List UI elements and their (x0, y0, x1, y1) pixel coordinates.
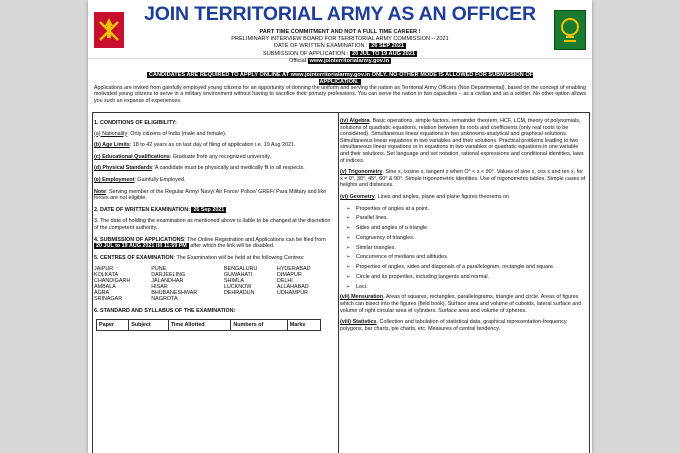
geometry-list-item: ➢ Loci. (340, 284, 586, 291)
centre-cell (277, 296, 330, 302)
centre-cell: CHANDIGARH (94, 278, 131, 285)
section-2 (94, 207, 334, 214)
centre-cell: HISAR (151, 284, 168, 291)
section-4-dates: 20 JUL to 19 AUG 2021 till 11:59 PM (96, 243, 187, 250)
syllabus-header-row (97, 319, 321, 330)
section-5-text: : The Examination will be held at the following Centres: (173, 254, 305, 261)
geometry-list (340, 206, 586, 291)
physical-label: (d) Physical Standards (94, 165, 153, 172)
website-link[interactable]: www.jointerritorialarmy.gov.in (309, 57, 390, 64)
tagline: PART TIME COMMITMENT AND NOT A FULL TIME CAREER ! (259, 29, 421, 35)
page-title: JOIN TERRITORIAL ARMY AS AN OFFICER (144, 3, 536, 25)
syllabus-header-cell: Marks (287, 319, 320, 330)
algebra-item (340, 118, 586, 164)
physical-text: : A candidate must be physically and medically fit in all respects. (152, 165, 305, 172)
centre-cell: SHIMLA (223, 278, 244, 285)
centre-cell: DELHI (276, 278, 293, 285)
syllabus-header-cell: Time Allotted (168, 319, 231, 330)
section-5-title: 5. CENTRES OF EXAMINATION (94, 254, 174, 261)
section-3: 3. The date of holding the examination as mentioned above is liable to be changed at the discretion of the competent authority. (94, 218, 331, 231)
centre-cell: GUWAHATI (223, 272, 253, 279)
geometry-text: . Lines and angles, plane and plane figures theorems on (374, 193, 510, 200)
centre-cell: ALLAHABAD (276, 284, 309, 291)
trigonometry-text: . Sine x, cosine x, tangent x when O° < x < 90°. Values of sine x, cos x and ten x, for x = 0°, 30°, 45°, 60° & 90°. Simple trigonometric identities. Use of trigonometric tables. Simple cases of heights and distances. (340, 169, 586, 189)
section-2-title: 2. DATE OF WRITTEN EXAMINATION: (94, 206, 190, 213)
geometry-list-item: ➢ Similar triangles. (340, 245, 586, 252)
age-label: (b) Age Limits (94, 142, 130, 149)
left-column (94, 118, 334, 331)
nationality-text: : Only citizens of India (male and female). (127, 130, 227, 137)
exam-date-value: 26 SEP 2021 (371, 43, 405, 50)
mensuration-text: . Areas of squares, rectangles, parallelograms, triangle and circle. Areas of figures which can bisect into the figures (field book). Surface area and volume of cuboids, lateral surface and volume of right circular area of cylinders. Surface area and volume of spheres. (340, 294, 582, 314)
centre-cell: AMBALA (94, 284, 116, 291)
mensuration-item (340, 294, 586, 314)
section-5 (94, 255, 334, 262)
document-page (88, 0, 592, 453)
geometry-list-item: ➢ Properties of angles at a point. (340, 206, 586, 213)
centre-cell: DEHRADUN (223, 290, 255, 297)
note-item (94, 189, 334, 202)
intro-paragraph: Applications are invited from gainfully employed young citizens for an opportunity of donning the uniform and serving the nation as Territorial Army Officers (Non Departmental), based on the concept of enabling motivated young citizens to serve in a military environment without having to sacrifice their primary professions. You can serve the nation in two capacities – as a civilian and as a soldier. No other option allows you such an expanse of experiences. (94, 85, 586, 104)
note-label: Note (94, 188, 106, 195)
section-4-title: 4. SUBMISSION OF APPLICATIONS (94, 236, 185, 243)
centre-cell: DIMAPUR (276, 272, 302, 279)
centre-cell: UDHAMPUR (276, 290, 309, 297)
age-item (94, 142, 334, 149)
syllabus-header-cell: Subject (129, 319, 168, 330)
section-6-title: 6. STANDARD AND SYLLABUS OF THE EXAMINATION: (94, 308, 236, 315)
centre-cell: JALANDHAR (151, 278, 184, 285)
centre-cell: LUCKNOW (223, 284, 252, 291)
syllabus-header-cell: Paper (97, 319, 129, 330)
candidates-notice (138, 72, 542, 86)
centre-cell: BHUBANESHWAR (151, 290, 198, 297)
employment-label: (e) Employment (94, 176, 135, 183)
section-4-text-end: after which the link will be disabled. (190, 243, 275, 250)
mensuration-label: (vii) Mensuration (340, 294, 384, 301)
header (88, 0, 592, 64)
centres-table (94, 266, 330, 302)
centre-cell: SRINAGAR (94, 296, 123, 303)
employment-text: : Gainfully Employed. (134, 176, 186, 183)
column-divider (338, 112, 339, 453)
geometry-label: (vi) Geometry (340, 193, 375, 200)
algebra-label: (iv) Algebra (340, 118, 370, 124)
centres-row (94, 296, 330, 302)
submission-dates: 20 JUL TO 19 AUG 2021 (351, 50, 415, 57)
statistics-label: (viii) Statistics (340, 319, 377, 326)
centre-cell: HYDERABAD (276, 266, 311, 273)
centre-cell (224, 296, 277, 302)
centre-cell: DARJEELING (151, 272, 186, 279)
trigonometry-item (340, 169, 586, 189)
right-column (340, 118, 586, 337)
submission-line (128, 51, 552, 58)
statistics-item (340, 319, 586, 332)
centre-cell: NAGROTA (151, 296, 178, 303)
physical-item (94, 165, 334, 172)
geometry-list-item: ➢ Circle and its properties, including tangents and normal. (340, 274, 586, 281)
centre-cell: JAIPUR (94, 266, 114, 273)
centre-cell: KOLKATA (94, 272, 119, 279)
algebra-text: . Basic operations, simple factors, remainder theorem, HCF, LCM, theory of polynomials, solutions of quadratic equations, relation between its roots and coefficients (only real roots to be considered). Simultaneous linear equations in two unknowns-analytical and graphical solutions. Simultaneous linear equations in two variables and their solutions. Practical problems leading to two simultaneous linear equations or in equations in two variables or quadratic equations in one variable and their solutions. Set language and set notation, rational expressions and conditional identities, laws of indices. (340, 118, 584, 164)
ta-emblem-icon (554, 10, 586, 50)
submission-label: SUBMISSION OF APPLICATION : (263, 50, 349, 57)
candidates-notice-text: CANDIDATES ARE REQUIRED TO APPLY ONLINE AT www.jointerritorialarmy.gov.in ONLY. NO OTHER MODE IS ALLOWED FOR SUBMISSION OF APPLICATION. (148, 72, 534, 85)
nationality-item (94, 131, 334, 138)
syllabus-table (96, 319, 321, 331)
board-line: PRELIMINARY INTERVIEW BOARD FOR TERRITORIAL ARMY COMMISSION – 2021 (231, 36, 449, 43)
geometry-list-item: ➢ Properties of angles, sides and diagonals of a parallelogram, rectangle and square. (340, 264, 586, 271)
geometry-item (340, 194, 586, 201)
section-1-title: 1. CONDITIONS OF ELIGIBILITY: (94, 120, 177, 126)
geometry-list-item: ➢ Parallel lines. (340, 215, 586, 222)
syllabus-header-cell: Numbers of (231, 319, 287, 330)
website-line (128, 58, 552, 65)
age-text: : 18 to 42 years as on last day of filing of application i.e. 19 Aug 2021. (129, 142, 296, 149)
army-emblem-icon (94, 12, 124, 48)
trigonometry-label: (v) Trigonometry (340, 169, 383, 176)
geometry-list-item: ➢ Sides and angles of a triangle. (340, 225, 586, 232)
exam-date-label: DATE OF WRITTEN EXAMINATION : (273, 43, 368, 50)
geometry-list-item: ➢ Congruency of triangles. (340, 235, 586, 242)
section-4 (94, 237, 334, 250)
centre-cell: PUNE (151, 266, 167, 273)
note-text: : Serving member of the Regular Army/ Navy/ Air Force/ Police/ GREF/ Para Military and like forces are not eligible. (94, 188, 327, 202)
centre-cell: BENGALURU (223, 266, 258, 273)
statistics-text: . Collection and tabulation of statistical data, graphical representation-frequency polygons, bar charts, pie charts, etc. Measures of central tendency. (340, 319, 567, 332)
nationality-label: (a) Nationality (94, 130, 128, 137)
geometry-list-item: ➢ Concurrence of medians and altitudes. (340, 254, 586, 261)
centre-cell: AGRA (94, 290, 110, 297)
education-label: (c) Educational Qualifications (94, 153, 170, 160)
education-text: : Graduate from any recognized university. (169, 153, 271, 160)
section-2-date: 26 Sep 2021 (193, 206, 225, 213)
education-item (94, 154, 334, 161)
header-subtitle-block (128, 29, 552, 65)
website-label: Official (288, 57, 306, 64)
employment-item (94, 177, 334, 184)
section-4-text: : The Online Registration and Applications can be filed from (184, 236, 326, 243)
exam-date-line (128, 43, 552, 50)
